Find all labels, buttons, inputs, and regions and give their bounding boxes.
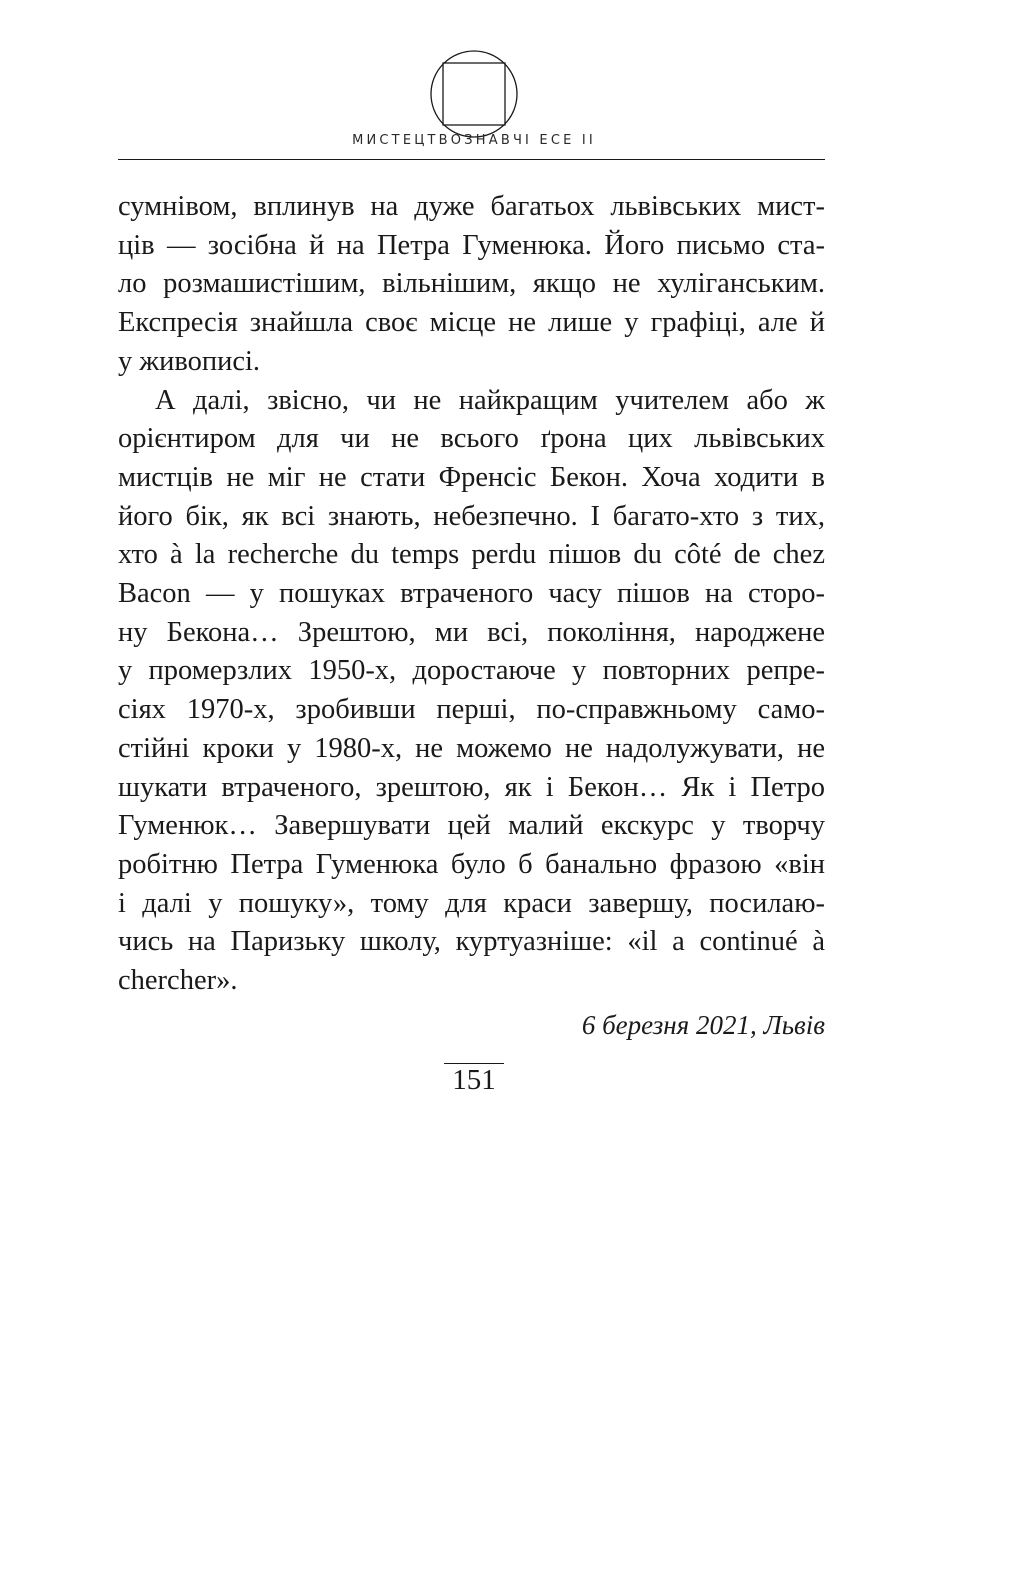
text-line: орієнтиром для чи не всього ґрона цих львівських	[118, 423, 825, 455]
text-line: ло розмашистішим, вільнішим, якщо не хуліганським.	[118, 268, 825, 300]
text-line: сумнівом, вплинув на дуже багатьох львівських мист-	[118, 191, 825, 222]
paragraph	[118, 382, 825, 1001]
text-line: мистців не міг не стати Френсіс Бекон. Хоча ходити в	[118, 461, 825, 493]
text-line: стійні кроки у 1980-х, не можемо не надолужувати, не	[118, 732, 825, 764]
body-text	[118, 188, 825, 1001]
text-line: і далі у пошуку», тому для краси завершу, посилаю-	[118, 887, 825, 919]
text-line: chercher».	[118, 965, 238, 997]
text-line: хто à la recherche du temps perdu пішов du côté de chez	[118, 539, 825, 571]
text-line: у промерзлих 1950-х, доростаюче у повторних репре-	[118, 655, 825, 687]
header-divider	[118, 159, 825, 160]
text-line: А далі, звісно, чи не найкращим учителем або ж	[155, 384, 825, 416]
date-place-signature: 6 березня 2021, Львів	[581, 1010, 825, 1040]
text-line: робітню Петра Гуменюка було б банально фразою «він	[118, 848, 825, 880]
text-line: чись на Паризьку школу, куртуазніше: «il a continué à	[118, 926, 825, 958]
text-line: ців — зосібна й на Петра Гуменюка. Його письмо ста-	[118, 229, 825, 261]
text-line: сіях 1970-х, зробивши перші, по-справжньому само-	[118, 694, 825, 726]
text-line: у живописі.	[118, 345, 261, 377]
paragraph	[118, 188, 825, 382]
text-line: його бік, як всі знають, небезпечно. І багато-хто з тих,	[118, 500, 825, 532]
text-line: Експресія знайшла своє місце не лише у графіці, але й	[118, 307, 825, 339]
page-number: 151	[444, 1063, 504, 1097]
circle-square-logo-icon	[429, 49, 519, 139]
running-header: МИСТЕЦТВОЗНАВЧІ ЕСЕ ІІ	[352, 133, 596, 148]
text-line: Bacon — у пошуках втраченого часу пішов на сторо-	[118, 578, 825, 610]
text-line: шукати втраченого, зрештою, як і Бекон… Як і Петро	[118, 771, 825, 803]
text-line: ну Бекона… Зрештою, ми всі, покоління, народжене	[118, 616, 825, 648]
text-line: Гуменюк… Завершувати цей малий екскурс у творчу	[118, 810, 825, 842]
